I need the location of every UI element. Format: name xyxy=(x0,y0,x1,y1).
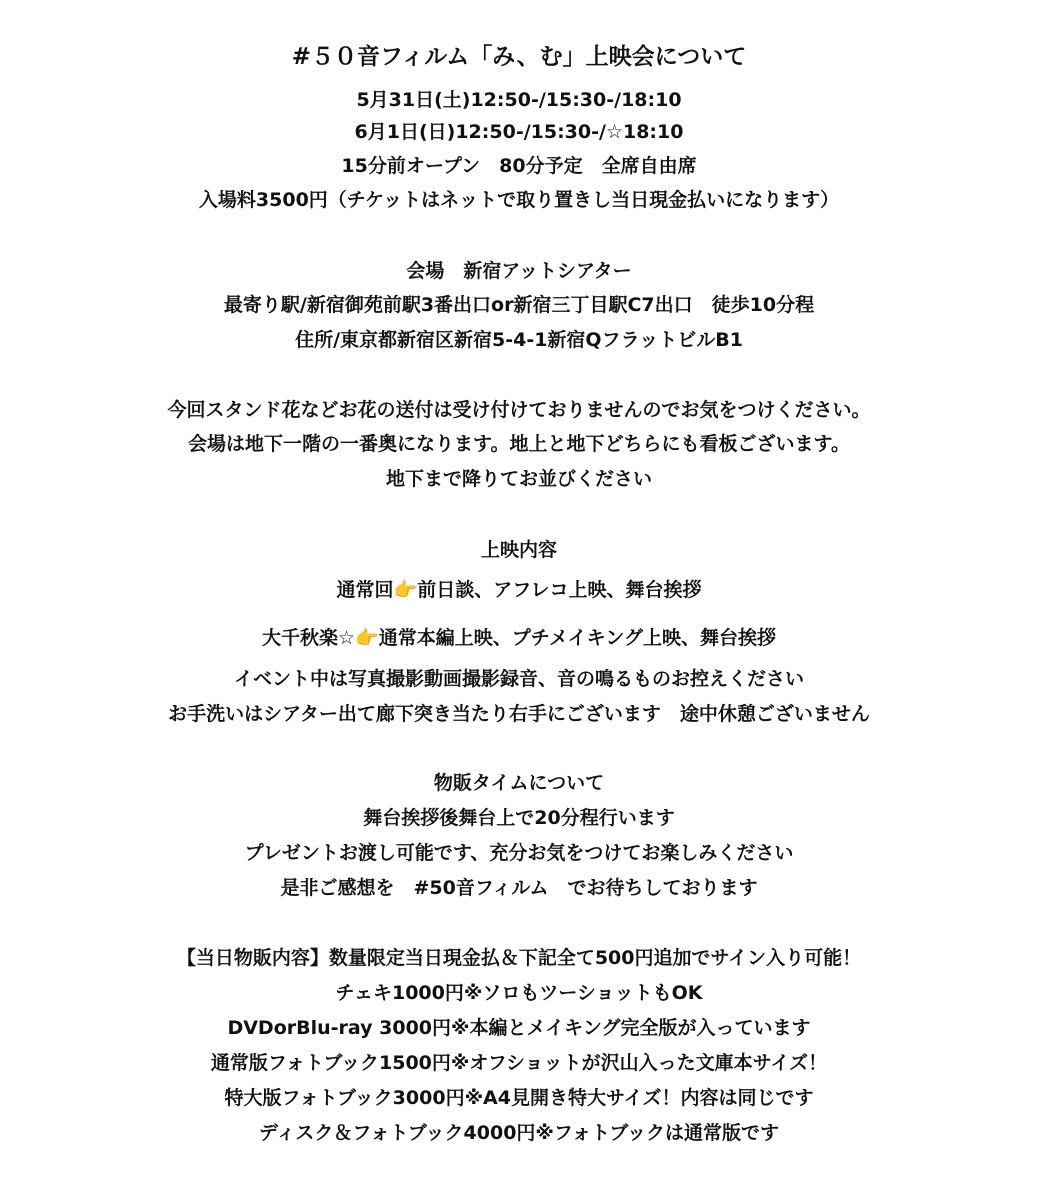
schedule-admission: 入場料3500円（チケットはネットで取り置きし当日現金払いになります） xyxy=(198,189,840,211)
schedule-day1: 5月31日(土)12:50-/15:30-/18:10 xyxy=(356,89,682,111)
page-title: #５０音フィルム「み、む」上映会について xyxy=(291,44,747,70)
notice-flowers: 今回スタンド花などお花の送付は受け付けておりませんのでお気をつけください。 xyxy=(167,399,871,421)
content-rule-recording: イベント中は写真撮影動画撮影録音、音の鳴るものお控えください xyxy=(233,668,804,690)
content-rule-restroom: お手洗いはシアター出て廊下突き当たり右手にございます 途中休憩ございません xyxy=(168,703,870,725)
venue-address: 住所/東京都新宿区新宿5-4-1新宿QフラットビルB1 xyxy=(295,329,743,351)
content-heading: 上映内容 xyxy=(480,539,557,561)
merch-item-photobook-large: 特大版フォトブック3000円※A4見開き特大サイズ！内容は同じです xyxy=(224,1087,814,1109)
pointing-hand-icon: 👉 xyxy=(355,627,379,649)
merch-item-photobook-regular: 通常版フォトブック1500円※オフショットが沢山入った文庫本サイズ！ xyxy=(210,1052,828,1074)
venue-name: 会場 新宿アットシアター xyxy=(406,260,632,282)
merch-item-disc: DVDorBlu-ray 3000円※本編とメイキング完全版が入っています xyxy=(227,1017,811,1039)
notice-queue: 地下まで降りてお並びください xyxy=(385,468,652,490)
merch-item-set: ディスク＆フォトブック4000円※フォトブックは通常版です xyxy=(258,1122,780,1144)
merch-items-heading: 【当日物販内容】数量限定当日現金払＆下記全て500円追加でサイン入り可能！ xyxy=(176,947,862,969)
content-regular-text: 前日談、アフレコ上映、舞台挨拶 xyxy=(417,579,702,601)
merch-time-presents: プレゼントお渡し可能です、充分お気をつけてお楽しみください xyxy=(244,842,794,864)
venue-access: 最寄り駅/新宿御苑前駅3番出口or新宿三丁目駅C7出口 徒歩10分程 xyxy=(223,294,815,316)
schedule-open-info: 15分前オープン 80分予定 全席自由席 xyxy=(341,155,697,177)
merch-time-duration: 舞台挨拶後舞台上で20分程行います xyxy=(363,807,675,829)
content-final xyxy=(0,625,1038,651)
schedule-day2: 6月1日(日)12:50-/15:30-/☆18:10 xyxy=(354,121,684,143)
content-final-text: 通常本編上映、プチメイキング上映、舞台挨拶 xyxy=(378,627,776,649)
merch-time-heading: 物販タイムについて xyxy=(433,772,605,794)
content-regular xyxy=(0,577,1038,603)
content-regular-label: 通常回 xyxy=(336,579,394,601)
merch-time-hashtag: 是非ご感想を #50音フィルム でお待ちしております xyxy=(280,877,758,899)
merch-item-cheki: チェキ1000円※ソロもツーショットもOK xyxy=(335,982,703,1004)
pointing-hand-icon: 👉 xyxy=(393,579,418,601)
notice-location: 会場は地下一階の一番奥になります。地上と地下どちらにも看板ございます。 xyxy=(188,433,850,455)
content-final-label: 大千秋楽☆ xyxy=(261,627,356,649)
